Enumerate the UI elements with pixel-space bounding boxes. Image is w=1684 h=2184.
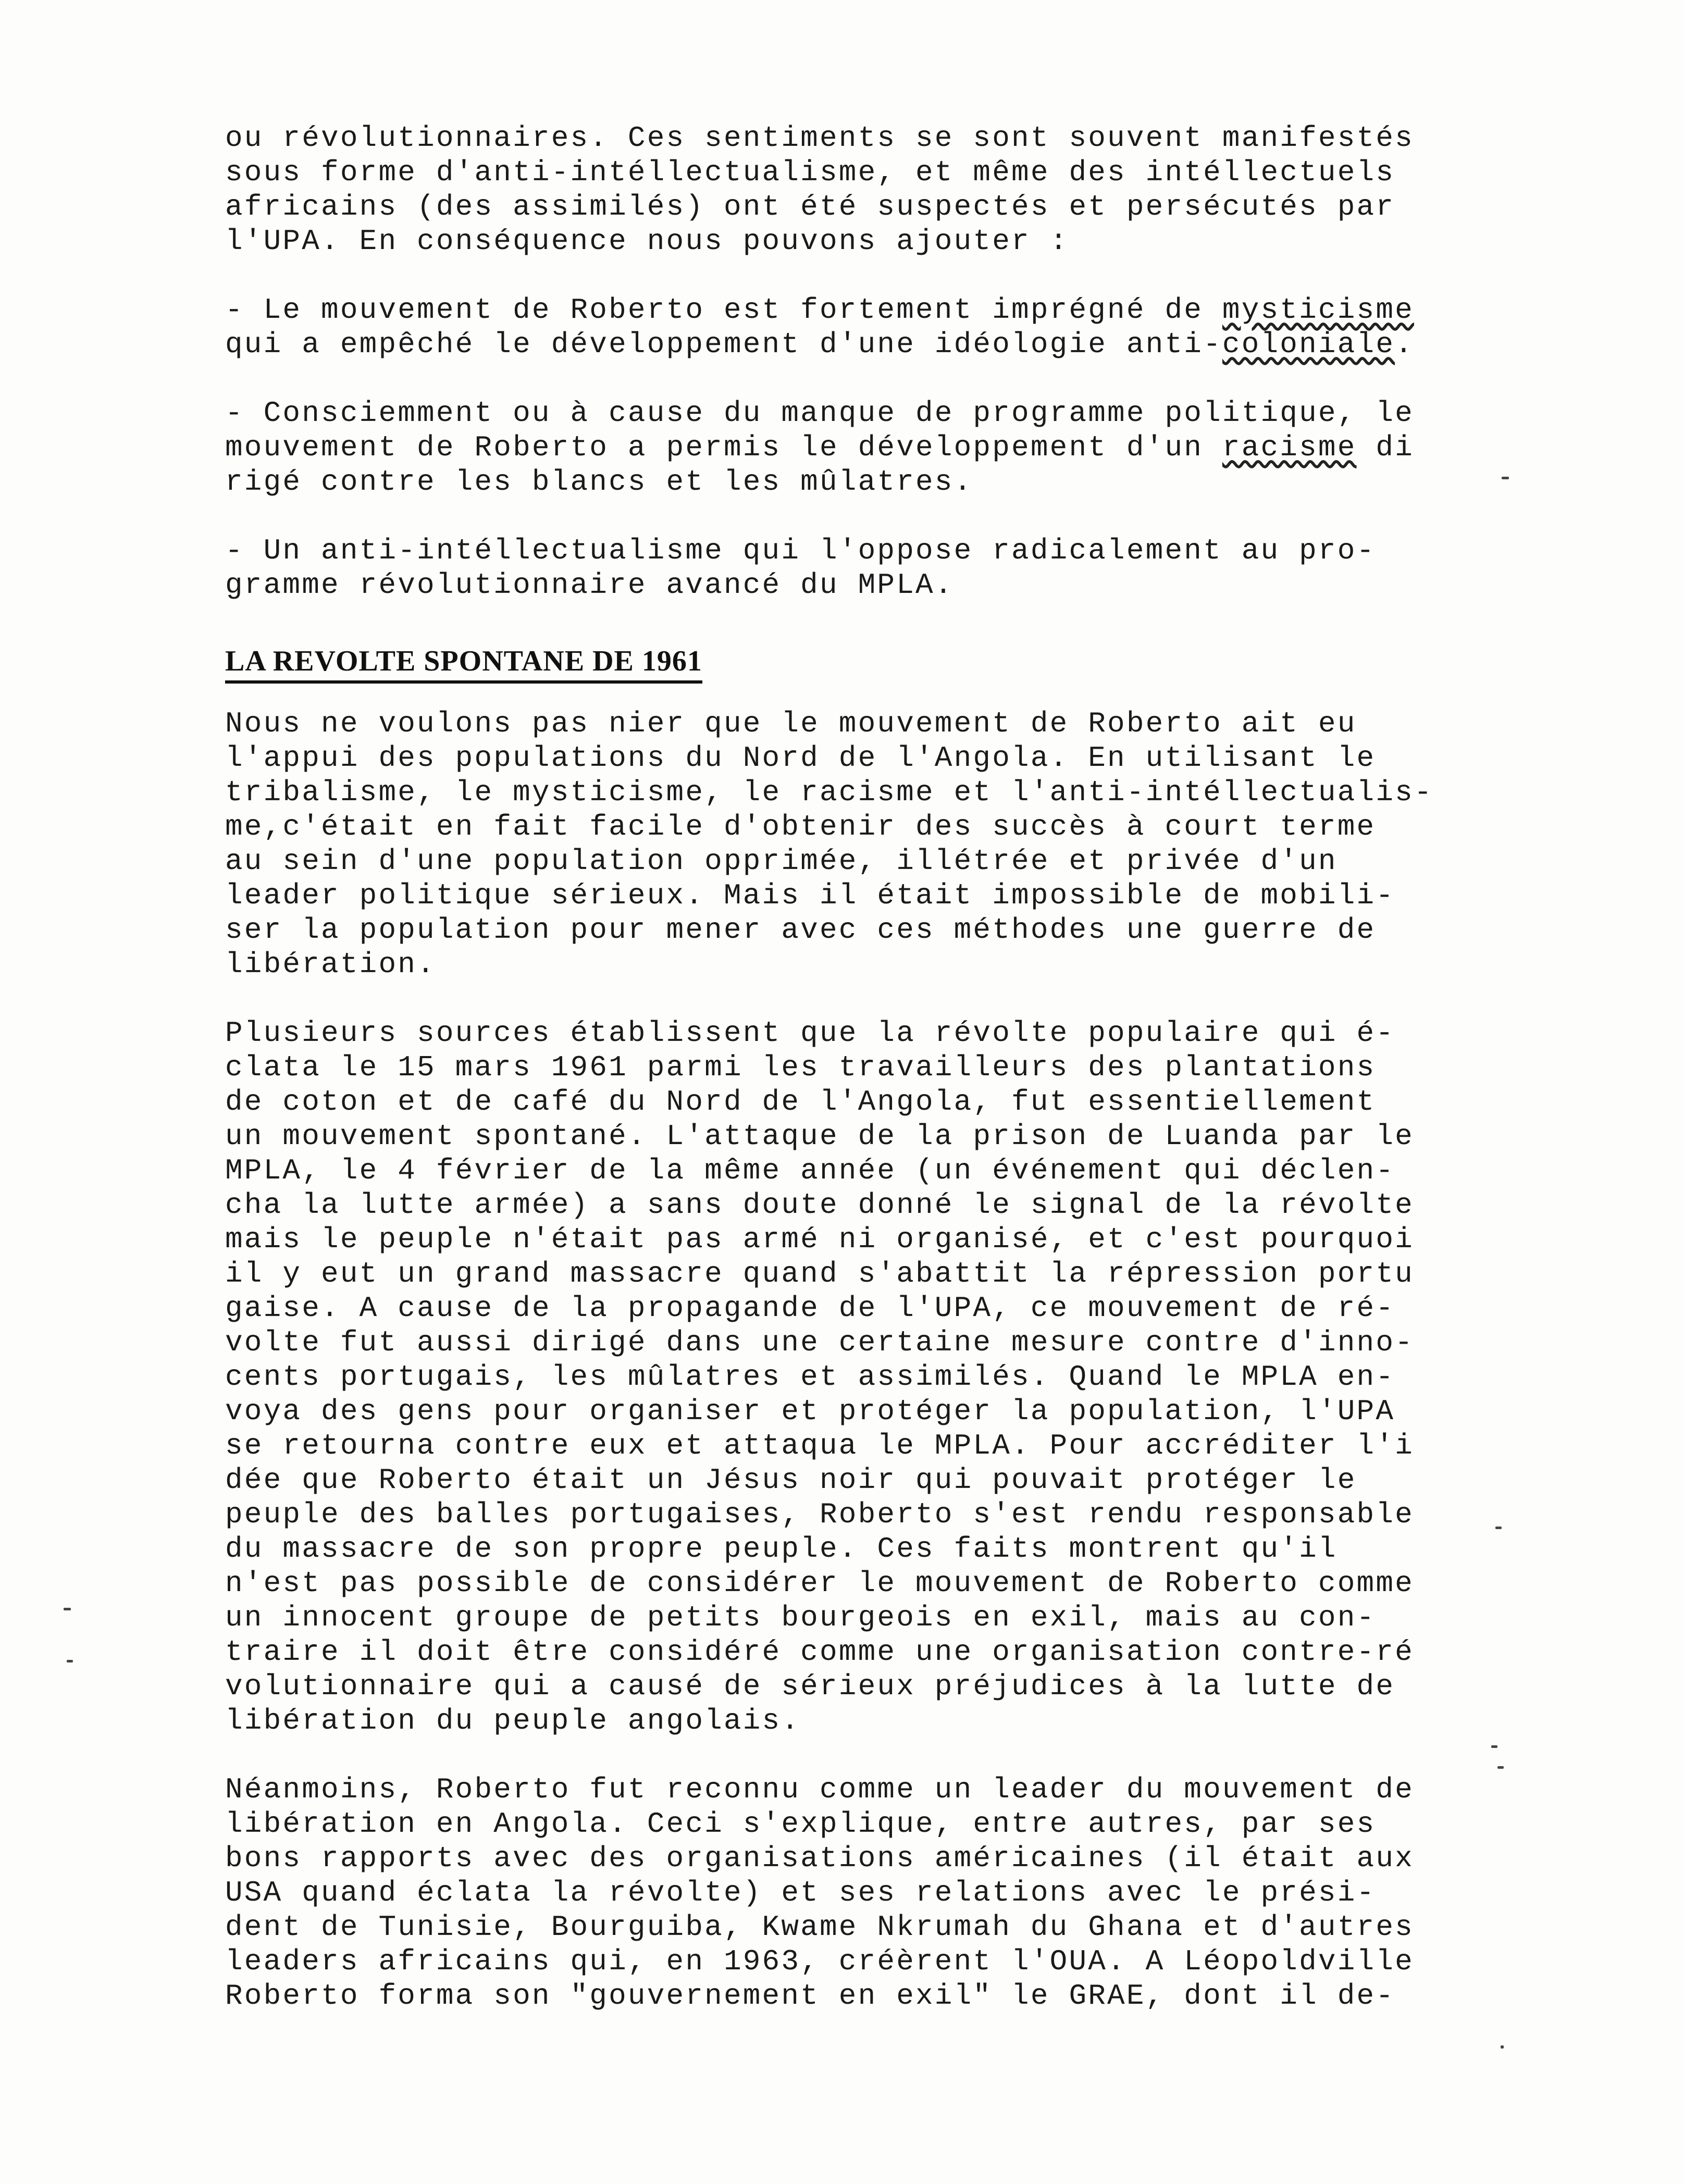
text-line: leader politique sérieux. Mais il était impossible de mobili-: [225, 879, 1395, 912]
text-fragment: - Le mouvement de Roberto est fortement imprégné de: [225, 293, 1222, 327]
text-line: [225, 430, 1507, 465]
text-line: n'est pas possible de considérer le mouvement de Roberto comme: [225, 1567, 1414, 1600]
scan-speck: [64, 1608, 71, 1610]
text-line: volutionnaire qui a causé de sérieux préjudices à la lutte de: [225, 1670, 1395, 1703]
text-line: sous forme d'anti-intéllectualisme, et même des intéllectuels: [225, 156, 1395, 189]
scan-speck: [1501, 2045, 1504, 2049]
text-line: cha la lutte armée) a sans doute donné le signal de la révolte: [225, 1188, 1414, 1222]
body-text: [225, 121, 1507, 2013]
paragraph-support: [225, 706, 1507, 982]
text-line: dée que Roberto était un Jésus noir qui pouvait protéger le: [225, 1463, 1357, 1497]
text-line: - Consciemment ou à cause du manque de programme politique, le: [225, 396, 1414, 430]
text-line: de coton et de café du Nord de l'Angola, fut essentiellement: [225, 1085, 1376, 1119]
text-line: africains (des assimilés) ont été suspectés et persécutés par: [225, 190, 1395, 224]
text-line: il y eut un grand massacre quand s'abattit la répression portu: [225, 1257, 1414, 1290]
intro-paragraph: [225, 121, 1507, 258]
text-line: leaders africains qui, en 1963, créèrent l'OUA. A Léopoldville: [225, 1945, 1414, 1978]
text-line: MPLA, le 4 février de la même année (un événement qui déclen-: [225, 1154, 1395, 1187]
text-line: peuple des balles portugaises, Roberto s'est rendu responsable: [225, 1498, 1414, 1531]
text-line: me,c'était en fait facile d'obtenir des succès à court terme: [225, 810, 1376, 843]
underlined-word: racisme: [1222, 431, 1357, 464]
scan-speck: [1495, 1527, 1502, 1529]
text-line: libération en Angola. Ceci s'explique, entre autres, par ses: [225, 1807, 1376, 1841]
scan-speck: [1491, 1745, 1497, 1748]
text-line: Néanmoins, Roberto fut reconnu comme un leader du mouvement de: [225, 1773, 1414, 1806]
text-line: bons rapports avec des organisations américaines (il était aux: [225, 1842, 1414, 1875]
scan-speck: [67, 1660, 73, 1662]
text-line: Nous ne voulons pas nier que le mouvement de Roberto ait eu: [225, 707, 1357, 740]
text-line: un mouvement spontané. L'attaque de la prison de Luanda par le: [225, 1120, 1414, 1153]
text-fragment: qui a empêché le développement d'une idéologie anti-: [225, 328, 1222, 361]
text-line: l'UPA. En conséquence nous pouvons ajouter :: [225, 225, 1069, 258]
text-fragment: mouvement de Roberto a permis le développement d'un: [225, 431, 1222, 464]
text-line: voya des gens pour organiser et protéger la population, l'UPA: [225, 1395, 1395, 1428]
text-line: libération.: [225, 948, 436, 981]
text-line: dent de Tunisie, Bourguiba, Kwame Nkrumah du Ghana et d'autres: [225, 1910, 1414, 1944]
text-line: USA quand éclata la révolte) et ses relations avec le prési-: [225, 1876, 1376, 1909]
text-line: [225, 327, 1507, 362]
text-line: au sein d'une population opprimée, illétrée et privée d'un: [225, 845, 1338, 878]
text-line: gaise. A cause de la propagande de l'UPA, ce mouvement de ré-: [225, 1292, 1395, 1325]
text-line: Plusieurs sources établissent que la révolte populaire qui é-: [225, 1016, 1395, 1050]
text-line: traire il doit être considéré comme une organisation contre-ré: [225, 1635, 1414, 1669]
text-line: clata le 15 mars 1961 parmi les travailleurs des plantations: [225, 1051, 1376, 1084]
text-line: un innocent groupe de petits bourgeois en exil, mais au con-: [225, 1601, 1376, 1634]
section-heading: LA REVOLTE SPONTANE DE 1961: [225, 645, 702, 684]
text-line: ou révolutionnaires. Ces sentiments se sont souvent manifestés: [225, 121, 1414, 155]
scan-speck: [1502, 477, 1509, 479]
underlined-word: mysticisme: [1222, 293, 1414, 327]
scan-speck: [1497, 1766, 1504, 1769]
text-line: libération du peuple angolais.: [225, 1704, 801, 1738]
text-line: se retourna contre eux et attaqua le MPLA. Pour accréditer l'i: [225, 1429, 1414, 1462]
text-line: cents portugais, les mûlatres et assimilés. Quand le MPLA en-: [225, 1360, 1395, 1394]
bullet-anti-intellectualism: [225, 533, 1507, 602]
text-line: ser la population pour mener avec ces méthodes une guerre de: [225, 913, 1376, 947]
text-line: du massacre de son propre peuple. Ces faits montrent qu'il: [225, 1532, 1338, 1566]
text-line: tribalisme, le mysticisme, le racisme et l'anti-intéllectualis-: [225, 776, 1433, 809]
text-fragment: .: [1395, 328, 1414, 361]
text-line: [225, 293, 1507, 327]
underlined-word: coloniale: [1222, 328, 1395, 361]
bullet-racism: [225, 396, 1507, 499]
bullet-mysticism: [225, 293, 1507, 362]
text-line: volte fut aussi dirigé dans une certaine mesure contre d'inno-: [225, 1326, 1414, 1359]
text-line: mais le peuple n'était pas armé ni organisé, et c'est pourquoi: [225, 1223, 1414, 1256]
text-line: gramme révolutionnaire avancé du MPLA.: [225, 568, 954, 602]
text-line: rigé contre les blancs et les mûlatres.: [225, 465, 973, 499]
text-fragment: di: [1356, 431, 1414, 464]
paragraph-revolt: [225, 1016, 1507, 1738]
text-line: l'appui des populations du Nord de l'Angola. En utilisant le: [225, 741, 1376, 775]
text-line: Roberto forma son "gouvernement en exil" le GRAE, dont il de-: [225, 1979, 1395, 2013]
text-line: - Un anti-intéllectualisme qui l'oppose radicalement au pro-: [225, 534, 1376, 567]
paragraph-recognition: [225, 1772, 1507, 2013]
